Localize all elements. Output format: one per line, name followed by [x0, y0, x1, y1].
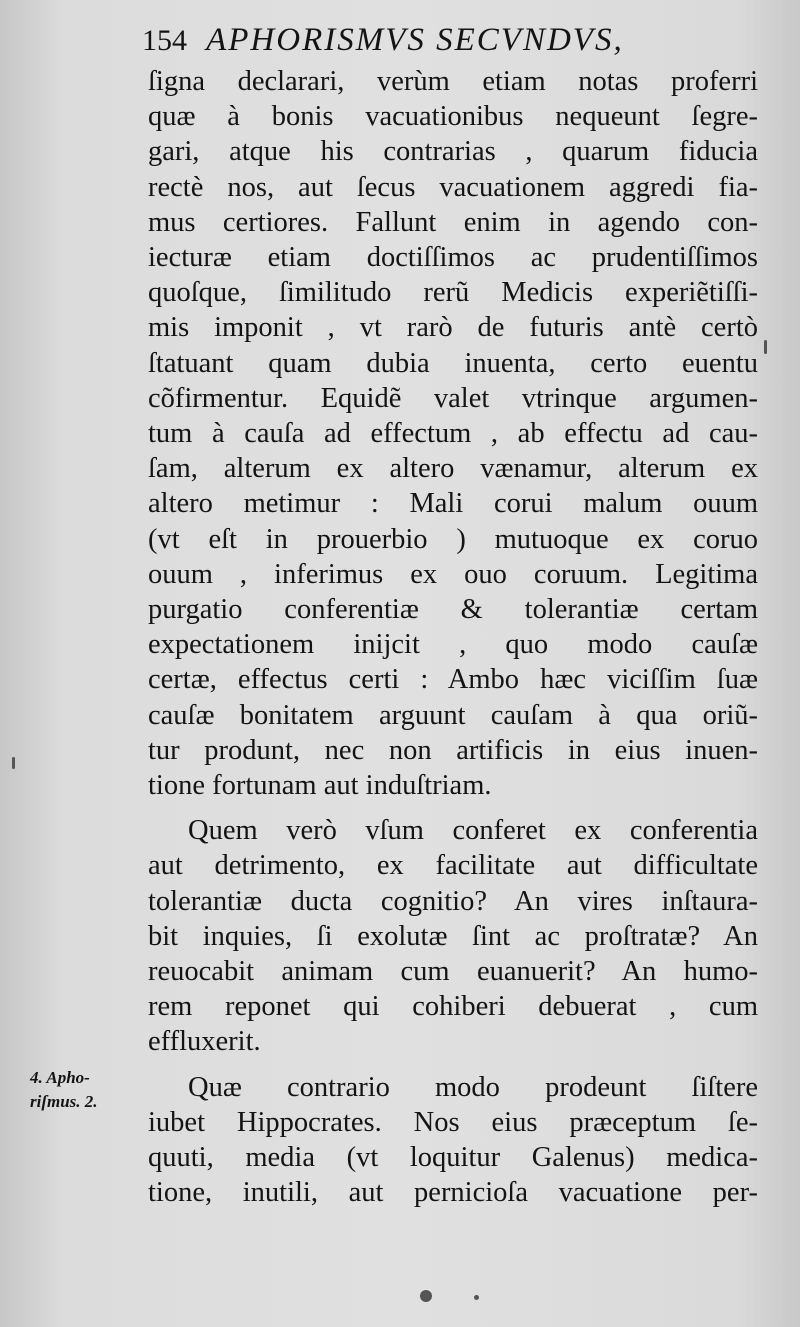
text-line: quæ à bonis vacuationibus nequeunt ſegre-	[148, 101, 758, 133]
paragraph	[148, 1070, 758, 1211]
ink-speck	[12, 757, 15, 769]
text-line: iubet Hippocrates. Nos eius præceptum ſe-	[148, 1106, 758, 1138]
text-line: tum à cauſa ad effectum , ab effectu ad cau-	[148, 418, 758, 450]
text-line: tolerantiæ ducta cognitio? An vires inſtaura-	[148, 885, 758, 917]
text-line: (vt eſt in prouerbio ) mutuoque ex coruo	[148, 523, 758, 555]
text-line: rectè nos, aut ſecus vacuationem aggredi fia-	[148, 171, 758, 203]
paragraph	[148, 64, 758, 803]
margin-note-line: riſmus. 2.	[30, 1092, 98, 1111]
text-line: cõfirmentur. Equidẽ valet vtrinque argumen-	[148, 382, 758, 414]
text-line: quoſque, ſimilitudo rerũ Medicis experiẽtiſſi-	[148, 277, 758, 309]
paragraph-gap	[148, 803, 758, 813]
text-line: rem reponet qui cohiberi debuerat , cum	[148, 991, 758, 1023]
text-line: ſigna declarari, verùm etiam notas proferri	[148, 66, 758, 97]
text-line: Quem verò vſum conferet ex conferentia	[188, 815, 758, 847]
text-line: cauſæ bonitatem arguunt cauſam à qua oriũ-	[148, 699, 758, 731]
text-line: ſam, alterum ex altero vænamur, alterum ex	[148, 453, 758, 485]
text-line: effluxerit.	[148, 1026, 261, 1058]
text-line: aut detrimento, ex facilitate aut difficultate	[148, 850, 758, 882]
text-line: ouum , inferimus ex ouo coruum. Legitima	[148, 558, 758, 590]
paragraph	[148, 813, 758, 1059]
text-line: tur produnt, nec non artificis in eius inuen-	[148, 734, 758, 766]
paragraph-gap	[148, 1060, 758, 1070]
text-line: ſtatuant quam dubia inuenta, certo euentu	[148, 347, 758, 379]
text-line: quuti, media (vt loquitur Galenus) medica-	[148, 1142, 758, 1174]
text-line: gari, atque his contrarias , quarum fiducia	[148, 136, 758, 168]
text-line: tione fortunam aut induſtriam.	[148, 770, 492, 802]
ink-speck	[764, 340, 767, 354]
page-header	[142, 22, 742, 62]
text-line: tione, inutili, aut pernicioſa vacuatione per-	[148, 1177, 758, 1209]
text-line: altero metimur : Mali corui malum ouum	[148, 488, 758, 520]
text-line: Quæ contrario modo prodeunt ſiſtere	[188, 1071, 758, 1103]
text-line: expectationem inijcit , quo modo cauſæ	[148, 629, 758, 661]
text-line: reuocabit animam cum euanuerit? An humo-	[148, 956, 758, 988]
text-line: purgatio conferentiæ & tolerantiæ certam	[148, 594, 758, 626]
ink-speck	[474, 1295, 479, 1300]
ink-speck	[420, 1290, 432, 1302]
text-line: mus certiores. Fallunt enim in agendo con-	[148, 206, 758, 238]
margin-note	[30, 1066, 150, 1114]
text-line: certæ, effectus certi : Ambo hæc viciſſim ſuæ	[148, 664, 758, 696]
text-line: iecturæ etiam doctiſſimos ac prudentiſſimos	[148, 242, 758, 274]
text-line: bit inquies, ſi exolutæ ſint ac proſtratæ? An	[148, 920, 758, 952]
body-text	[148, 64, 758, 1211]
running-head: APHORISMVS SECVNDVS,	[206, 22, 624, 58]
margin-note-line: 4. Apho-	[30, 1068, 90, 1087]
text-line: mis imponit , vt rarò de futuris antè certò	[148, 312, 758, 344]
page-number: 154	[142, 24, 187, 57]
